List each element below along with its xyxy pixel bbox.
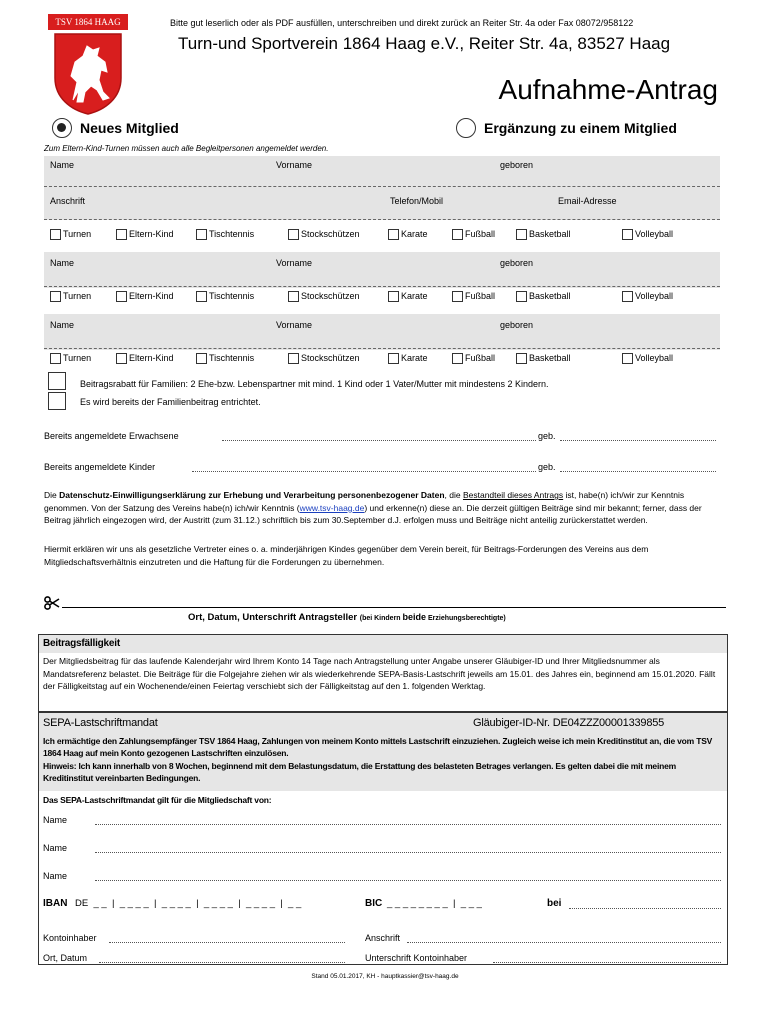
supplement-radio[interactable]: [456, 118, 476, 138]
club-logo: [48, 14, 128, 118]
supplement-label: Ergänzung zu einem Mitglied: [484, 120, 677, 136]
sport-label: Stockschützen: [301, 229, 360, 239]
signature-label: Ort, Datum, Unterschrift Antragsteller: [188, 612, 358, 623]
sport-label: Fußball: [465, 291, 496, 301]
stockschuetzen-checkbox[interactable]: [288, 229, 299, 240]
new-member-label: Neues Mitglied: [80, 120, 179, 136]
horse-shield-icon: [53, 32, 123, 116]
member-block-1: [44, 156, 720, 220]
sport-label: Karate: [401, 229, 428, 239]
eltern-kind-checkbox[interactable]: [116, 353, 127, 364]
name-field-line[interactable]: [44, 286, 720, 287]
sepa-name-field-2[interactable]: [95, 852, 721, 853]
adults-geb-label: geb.: [538, 431, 556, 441]
sport-label: Basketball: [529, 229, 571, 239]
sepa-name-field-1[interactable]: [95, 824, 721, 825]
karate-checkbox[interactable]: [388, 291, 399, 302]
sports-row-2: [44, 291, 720, 303]
signature-line[interactable]: [62, 607, 726, 608]
place-date-field[interactable]: [99, 962, 345, 963]
header-note: Bitte gut leserlich oder als PDF ausfüllen, unterschreiben und direkt zurück an Reiter Str. 4a oder Fax 08072/958122: [170, 18, 634, 28]
sepa-hint: Hinweis: Ich kann innerhalb von 8 Wochen, beginnend mit dem Belastungsdatum, die Erstattung des belasteten Betrages verlangen. Es gelten dabei die mit meinem Kreditinstitut vereinbarten Bedingungen.: [43, 761, 677, 783]
kids-label: Bereits angemeldete Kinder: [44, 462, 156, 472]
address-field-line[interactable]: [44, 219, 720, 220]
fussball-checkbox[interactable]: [452, 229, 463, 240]
due-header: [39, 635, 727, 653]
turnen-checkbox[interactable]: [50, 229, 61, 240]
sport-label: Eltern-Kind: [129, 291, 174, 301]
guardian-paragraph: Hiermit erklären wir uns als gesetzliche Vertreter eines o. a. minderjährigen Kindes gegenüber dem Verein bereit, für Beitrags-Forderungen des Vereins aus dem Mitgliedschaftsverhältnis einzutreten und die Haftung für die Forderungen zu übernehmen.: [44, 544, 649, 567]
sport-label: Volleyball: [635, 229, 674, 239]
basketball-checkbox[interactable]: [516, 353, 527, 364]
scissors-icon: [44, 596, 60, 610]
tischtennis-checkbox[interactable]: [196, 291, 207, 302]
sepa-name-label-1: Name: [43, 815, 68, 825]
sepa-name-field-3[interactable]: [95, 880, 721, 881]
member-block-2: [44, 252, 720, 288]
tischtennis-checkbox[interactable]: [196, 353, 207, 364]
signature-caption: [188, 612, 506, 623]
eltern-kind-checkbox[interactable]: [116, 291, 127, 302]
privacy-bold: Datenschutz-Einwilligungserklärung zur Erhebung und Verarbeitung personenbezogener Daten: [59, 490, 445, 500]
karate-checkbox[interactable]: [388, 229, 399, 240]
sport-label: Stockschützen: [301, 353, 360, 363]
signature-sub: (bei Kindern: [359, 615, 403, 622]
bic-label: BIC: [365, 898, 383, 909]
sport-label: Tischtennis: [209, 229, 255, 239]
vorname-label: Vorname: [276, 160, 313, 170]
sport-label: Turnen: [63, 291, 92, 301]
adults-label: Bereits angemeldete Erwachsene: [44, 431, 179, 441]
member-block-3: [44, 314, 720, 350]
privacy-text: ) und erkenne(n) diese an. Die derzeit gültigen Beiträge sind mir bekannt; ferner, dass der Beitrag jährlich eingezogen wird, der Austritt (zum 31.12.) schriftlich bis zum 30.September d.J. erfolgen muss und Beiträge nicht anteilig zurückerstattet werden.: [44, 502, 702, 525]
holder-address-label: Anschrift: [365, 933, 401, 943]
iban-field[interactable]: DE _ _ | _ _ _ _ | _ _ _ _ | _ _ _ _ | _ _ _ _ | _ _: [75, 898, 302, 909]
family-fee-checkbox[interactable]: [48, 392, 66, 410]
sport-label: Tischtennis: [209, 353, 255, 363]
holder-signature-label: Unterschrift Kontoinhaber: [365, 953, 468, 963]
privacy-text: Die: [44, 490, 60, 500]
eltern-kind-checkbox[interactable]: [116, 229, 127, 240]
sepa-title: SEPA-Lastschriftmandat: [43, 717, 158, 729]
basketball-checkbox[interactable]: [516, 291, 527, 302]
adults-field[interactable]: [222, 440, 536, 441]
signature-sub: Erziehungsberechtigte): [426, 615, 506, 622]
kids-field[interactable]: [192, 471, 536, 472]
turnen-checkbox[interactable]: [50, 353, 61, 364]
due-text: Der Mitgliedsbeitrag für das laufende Kalenderjahr wird Ihrem Konto 14 Tage nach Antragstellung unter Angabe unserer Gläubiger-ID und Ihrer Mitgliedsnummer als Mandatsreferenz belastet. Die Beiträge für die Folgejahre ziehen wir als wiederkehrende SEPA-Basis-Lastschrift jeweils am 15.01. des Jahres ein, beginnend am 15.01.2020. Fällt der Fälligkeitstag auf ein Wochenende/einen Feiertag verschiebt sich der Fälligkeitstag auf den 1. folgenden Werktag.: [43, 656, 716, 691]
kids-geb-field[interactable]: [560, 471, 716, 472]
email-label: Email-Adresse: [558, 196, 617, 206]
bank-field[interactable]: [569, 908, 721, 909]
holder-field[interactable]: [109, 942, 345, 943]
signature-sub-bold: beide: [402, 612, 427, 622]
telefon-label: Telefon/Mobil: [390, 196, 444, 206]
sport-label: Karate: [401, 291, 428, 301]
place-date-label: Ort, Datum: [43, 953, 88, 963]
due-box: [38, 634, 728, 712]
parent-child-note: Zum Eltern-Kind-Turnen müssen auch alle Begleitpersonen angemeldet werden.: [44, 144, 329, 153]
privacy-underline: Bestandteil dieses Antrags: [462, 490, 564, 500]
sport-label: Fußball: [465, 353, 496, 363]
sport-label: Stockschützen: [301, 291, 360, 301]
holder-label: Kontoinhaber: [43, 933, 97, 943]
sepa-applies: Das SEPA-Lastschriftmandat gilt für die Mitgliedschaft von:: [43, 795, 272, 805]
vorname-label: Vorname: [276, 258, 313, 268]
sepa-authorization: Ich ermächtige den Zahlungsempfänger TSV 1864 Haag, Zahlungen von meinem Konto mittels Lastschrift einzuziehen. Zugleich weise ich mein Kreditinstitut an, die vom TSV 1864 Haag auf mein Konto gezogenen Lastschriften einzulösen.: [43, 736, 713, 758]
sports-row-3: [44, 353, 720, 365]
sport-label: Volleyball: [635, 353, 674, 363]
anschrift-label: Anschrift: [50, 196, 86, 206]
sport-label: Basketball: [529, 353, 571, 363]
privacy-text: , die: [444, 490, 463, 500]
geboren-label: geboren: [500, 160, 534, 170]
volleyball-checkbox[interactable]: [622, 353, 633, 364]
geboren-label: geboren: [500, 258, 534, 268]
name-field-line[interactable]: [44, 186, 720, 187]
sport-label: Volleyball: [635, 291, 674, 301]
fussball-checkbox[interactable]: [452, 291, 463, 302]
adults-geb-field[interactable]: [560, 440, 716, 441]
family-discount-text: Beitragsrabatt für Familien: 2 Ehe-bzw. Lebenspartner mit mind. 1 Kind oder 1 Vater/Mutter mit mindestens 2 Kindern.: [80, 379, 549, 389]
bank-label: bei: [547, 898, 562, 909]
fussball-checkbox[interactable]: [452, 353, 463, 364]
form-title: Aufnahme-Antrag: [498, 74, 718, 105]
sport-label: Eltern-Kind: [129, 229, 174, 239]
holder-address-field[interactable]: [407, 942, 721, 943]
karate-checkbox[interactable]: [388, 353, 399, 364]
name-label: Name: [50, 320, 75, 330]
sport-label: Basketball: [529, 291, 571, 301]
family-discount-checkbox[interactable]: [48, 372, 66, 390]
stockschuetzen-checkbox[interactable]: [288, 353, 299, 364]
stockschuetzen-checkbox[interactable]: [288, 291, 299, 302]
sport-label: Turnen: [63, 229, 92, 239]
iban-label: IBAN: [43, 898, 68, 909]
kids-geb-label: geb.: [538, 462, 556, 472]
volleyball-checkbox[interactable]: [622, 291, 633, 302]
logo-text: TSV 1864 HAAG: [48, 14, 128, 30]
privacy-paragraph: [44, 489, 724, 527]
volleyball-checkbox[interactable]: [622, 229, 633, 240]
bic-field[interactable]: _ _ _ _ _ _ _ _ | _ _ _: [387, 898, 482, 909]
creditor-id: Gläubiger-ID-Nr. DE04ZZZ00001339855: [473, 717, 665, 729]
due-title: Beitragsfälligkeit: [43, 638, 120, 649]
name-field-line[interactable]: [44, 348, 720, 349]
sepa-box: [38, 712, 728, 965]
footer-note: Stand 05.01.2017, KH - hauptkassier@tsv-haag.de: [311, 973, 459, 980]
sport-label: Karate: [401, 353, 428, 363]
new-member-radio[interactable]: [52, 118, 72, 138]
name-label: Name: [50, 258, 75, 268]
name-label: Name: [50, 160, 75, 170]
tischtennis-checkbox[interactable]: [196, 229, 207, 240]
club-address: Turn-und Sportverein 1864 Haag e.V., Reiter Str. 4a, 83527 Haag: [178, 34, 671, 53]
holder-signature-field[interactable]: [493, 962, 721, 963]
vorname-label: Vorname: [276, 320, 313, 330]
sepa-name-label-3: Name: [43, 871, 68, 881]
turnen-checkbox[interactable]: [50, 291, 61, 302]
family-fee-text: Es wird bereits der Familienbeitrag entrichtet.: [80, 397, 261, 407]
sport-label: Turnen: [63, 353, 92, 363]
sports-row-1: [44, 229, 720, 241]
club-website-link[interactable]: www.tsv-haag.de: [299, 502, 365, 513]
sepa-name-label-2: Name: [43, 843, 68, 853]
sport-label: Tischtennis: [209, 291, 255, 301]
geboren-label: geboren: [500, 320, 534, 330]
privacy-text: ist, habe(n) ich/wir zur Kenntnis genommen. Von der Satzung des Vereins habe(n) ich/wir Kenntnis (: [44, 490, 685, 513]
sport-label: Fußball: [465, 229, 496, 239]
sport-label: Eltern-Kind: [129, 353, 174, 363]
basketball-checkbox[interactable]: [516, 229, 527, 240]
